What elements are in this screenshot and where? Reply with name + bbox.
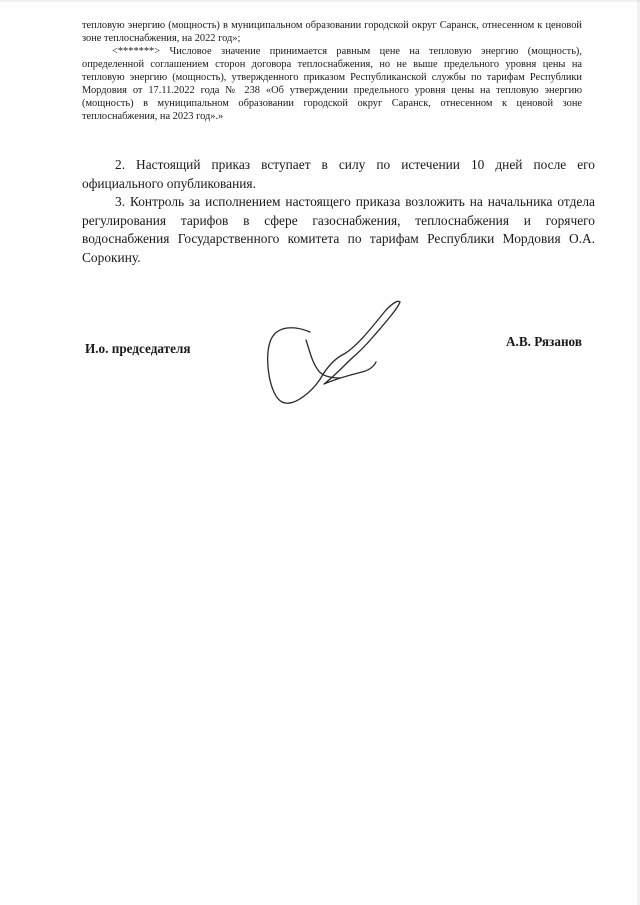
signatory-name: А.В. Рязанов	[506, 334, 582, 349]
order-paragraphs	[82, 156, 595, 268]
tariff-notes	[82, 19, 582, 123]
note-continuation: тепловую энергию (мощность) в муниципальном образовании городской округ Саранск, отнесенном к ценовой зоне теплоснабжения, на 2022 год»;	[82, 20, 582, 44]
note-footnote: <*******> Числовое значение принимается равным цене на тепловую энергию (мощность), определенной соглашением сторон договора теплоснабжения, но не выше предельного уровня цены на тепловую энергию (мощность), утвержденного приказом Республиканской службы по тарифам Республики Мордовия от 17.11.2022 года № 238 «Об утверждении предельного уровня цены на тепловую энергию (мощность) в муниципальном образовании городской округ Саранск, отнесенном к ценовой зоне теплоснабжения, на 2023 год».»	[82, 46, 582, 122]
paragraph-control: 3. Контроль за исполнением настоящего приказа возложить на начальника отдела регулирования тарифов в сфере газоснабжения, теплоснабжения и горячего водоснабжения Государственного комитета по тарифам Республики Мордовия О.А. Сорокину.	[82, 194, 595, 265]
signatory-title: И.о. председателя	[85, 341, 191, 356]
paragraph-effective-date: 2. Настоящий приказ вступает в силу по истечении 10 дней после его официального опубликования.	[82, 157, 595, 191]
scan-artifact	[0, 0, 640, 2]
handwritten-signature	[258, 298, 408, 413]
